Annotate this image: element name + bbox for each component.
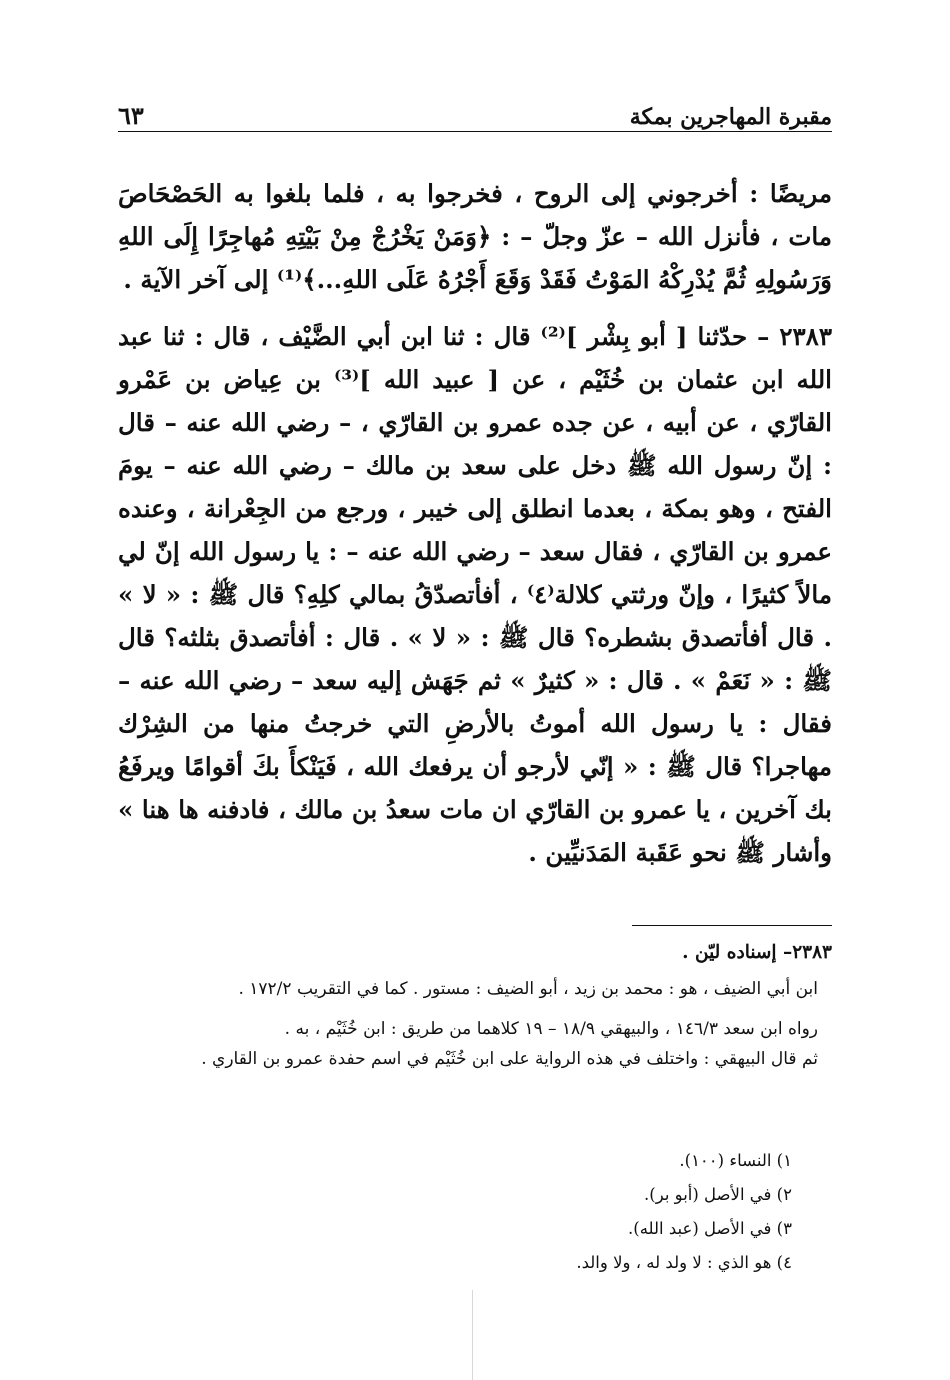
running-head [118,90,832,130]
note-line: رواه ابن سعد ١٤٦/٣ ، والبيهقي ١٨/٩ – ١٩ كلاهما من طريق : ابن خُثَيْم ، به . [284,1019,818,1039]
header-rule [118,131,832,132]
paragraph-hadith-2383: ٢٣٨٣ – حدّثنا [ أبو بِشْر ]⁽²⁾ قال : ثنا ابن أبي الضَّيْف ، قال : ثنا عبد الله ابن عثمان بن خُثَيْم ، عن [ عبيد الله ]⁽³⁾ بن عِياض بن عَمْرو القارّي ، عن أبيه ، عن جده عمرو بن القارّي ، – رضي الله عنه – قال : إنّ رسول الله ﷺ دخل على سعد بن مالك – رضي الله عنه – يومَ الفتح ، وهو بمكة ، بعدما انطلق إلى خيبر ، ورجع من الجِعْرانة ، وعنده عمرو بن القارّي ، فقال سعد – رضي الله عنه – : يا رسول الله إنّ لي مالاً كثيرًا ، وإنّ ورثتي كلالة⁽٤⁾ ، أفأتصدّقُ بمالي كلِهِ؟ قال ﷺ : « لا » . قال أفأتصدق بشطره؟ قال ﷺ : « لا » . قال : أفأتصدق بثلثه؟ قال ﷺ : « نَعَمْ » . قال : « كثيرٌ » ثم جَهَش إليه سعد – رضي الله عنه – فقال : يا رسول الله أموتُ بالأرضِ التي خرجتُ منها من الشِرْك مهاجرا؟ قال ﷺ : « إنّي لأرجو أن يرفعك الله ، فَيَنْكأَ بكَ أقوامًا ويرفَعُ بك آخرين ، يا عمرو بن القارّي ان مات سعدُ بن مالك ، فادفنه ها هنا » وأشار ﷺ نحو عَقَبة المَدَنيِّين . [118,322,832,867]
note-line: ابن أبي الضيف ، هو : محمد بن زيد ، أبو الضيف : مستور . كما في التقريب ١٧٢/٢ . [238,979,818,999]
main-text [118,172,832,874]
footnote-1: ١) النساء (١٠٠). [679,1151,792,1170]
footnotes [118,1144,832,1280]
scan-gutter-line [472,1290,473,1380]
notes-rule [632,925,832,926]
footnote-4: ٤) هو الذي : لا ولد له ، ولا والد. [576,1253,792,1272]
page-number: ٦٣ [118,101,144,130]
running-title: مقبرة المهاجرين بمكة [629,104,832,130]
hadith-notes [118,938,832,1074]
footnote-2: ٢) في الأصل (أبو بر). [644,1185,792,1204]
paragraph-continuation: مريضًا : أخرجوني إلى الروح ، فخرجوا به ، فلما بلغوا به الحَصْحَاصَ مات ، فأنزل الله – عزّ وجلّ – : ﴿وَمَنْ يَخْرُجْ مِنْ بَيْتِهِ مُهاجِرًا إِلَى اللهِ وَرَسُولِهِ ثُمَّ يُدْرِكْهُ المَوْتُ فَقَدْ وَقَعَ أَجْرُهُ عَلَى اللهِ...﴾⁽¹⁾ إلى آخر الآية . [118,179,832,294]
footnote-3: ٣) في الأصل (عبد الله). [628,1219,792,1238]
note-heading: ٢٣٨٣– إسناده ليّن . [682,942,832,963]
note-line: ثم قال البيهقي : واختلف في هذه الرواية على ابن خُثَيْم في اسم حفدة عمرو بن القاري . [201,1049,818,1069]
